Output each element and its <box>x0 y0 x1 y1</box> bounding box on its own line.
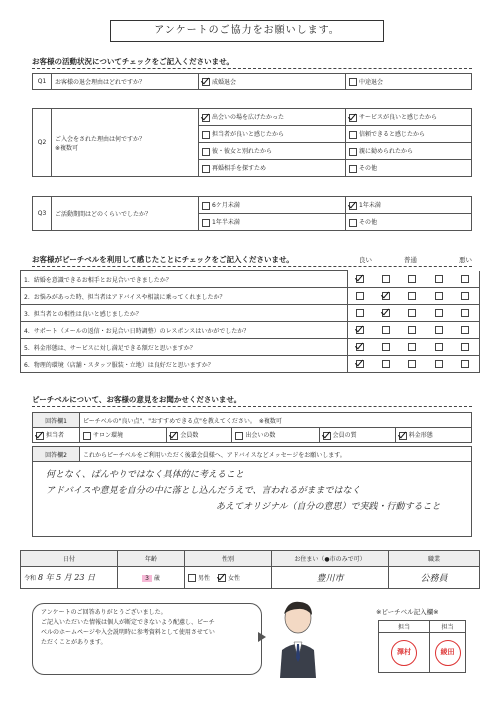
staff-illustration <box>268 598 328 678</box>
rating-option-1[interactable] <box>348 322 375 339</box>
gender-female-label: 女性 <box>227 574 240 582</box>
answer-field-1 <box>32 412 472 443</box>
rating-option-5[interactable] <box>453 305 480 322</box>
checkbox[interactable] <box>349 131 357 139</box>
rating-checkbox[interactable] <box>408 326 416 334</box>
rating-question: 5. 料金形態は、サービスに対し満足できる額だと思いますか？ <box>21 339 348 356</box>
rating-row <box>21 271 480 288</box>
rating-option-1[interactable] <box>348 339 375 356</box>
rating-option-3[interactable] <box>400 288 426 305</box>
date-field[interactable] <box>21 567 118 589</box>
rating-option-5[interactable] <box>453 288 480 305</box>
checkbox[interactable] <box>36 432 44 440</box>
rating-option-4[interactable] <box>427 288 453 305</box>
section2-heading: お客様がピーチベルを利用して感じたことにチェックをご記入くださいませ。 <box>32 255 294 264</box>
rating-checkbox[interactable] <box>461 326 469 334</box>
rating-question: 1. 結婚を意識できるお相手とお見合いできましたか？ <box>21 271 348 288</box>
answer-field-2-label: 回答欄2 <box>33 447 80 462</box>
q3-question: ご活動期間はどのくらいでしたか？ <box>52 197 199 231</box>
rating-checkbox[interactable] <box>435 326 443 334</box>
checkbox[interactable] <box>235 432 243 440</box>
rating-option-3[interactable] <box>400 339 426 356</box>
hanko-stamp-2: 綾田 <box>435 640 461 666</box>
q1-question: お客様の退会理由はどれですか？ <box>52 74 199 90</box>
section1-heading: お客様の活動状況についてチェックをご記入くださいませ。 <box>32 57 234 66</box>
rating-option-3[interactable] <box>400 356 426 373</box>
rating-option-2[interactable] <box>374 339 400 356</box>
thanks-message: アンケートのご回答ありがとうございました。 ご記入いただいた情報は個人が断定できないよう配慮し、ピーチ ベルのホームページや入会説明時に参考資料として使用させてい ただくことがあります。 <box>41 609 215 646</box>
address-value: 豊川市 <box>316 574 344 584</box>
handwriting-line-3: あえてオリジナル（自分の意思）で実践・行動すること <box>216 502 441 512</box>
rating-option-4[interactable] <box>427 339 453 356</box>
merit-option-2[interactable]: サロン環境 <box>80 428 167 443</box>
rating-option-5[interactable] <box>453 271 480 288</box>
date-value: 8 年 5 月 23 日 <box>37 573 96 582</box>
rating-option-1[interactable] <box>348 288 375 305</box>
q1-table <box>32 73 472 90</box>
checkbox[interactable] <box>202 148 210 156</box>
job-header: 職業 <box>389 551 480 567</box>
section3-divider <box>32 406 472 407</box>
rating-checkbox[interactable] <box>435 360 443 368</box>
rating-checkbox[interactable] <box>382 275 390 283</box>
scale-bad-label: 悪い <box>459 256 472 264</box>
checkbox[interactable] <box>202 114 210 122</box>
q2-option-2[interactable]: サービスが良いと感じたから <box>346 109 472 126</box>
q2-number: Q2 <box>33 109 52 177</box>
merit-option-5[interactable]: 会員の質 <box>319 428 395 443</box>
rating-checkbox[interactable] <box>356 275 364 283</box>
checkbox[interactable] <box>202 219 210 227</box>
rating-option-2[interactable] <box>374 356 400 373</box>
section3-heading: ピーチベルについて、お客様の意見をお聞かせくださいませ。 <box>32 395 242 404</box>
rating-checkbox[interactable] <box>461 292 469 300</box>
job-field[interactable] <box>389 567 480 589</box>
age-unit: 歳 <box>153 575 160 582</box>
merit-option-6[interactable]: 料金形態 <box>395 428 471 443</box>
rating-checkbox[interactable] <box>356 360 364 368</box>
rating-option-5[interactable] <box>453 339 480 356</box>
rating-checkbox[interactable] <box>435 275 443 283</box>
rating-checkbox[interactable] <box>435 292 443 300</box>
rating-question: 6. 物理的環境（店舗・スタッフ服装・立地）は良好だと思いますか？ <box>21 356 348 373</box>
rating-option-3[interactable] <box>400 305 426 322</box>
q3-option-4[interactable]: その他 <box>346 214 472 231</box>
job-value: 公務員 <box>420 574 448 584</box>
handwriting-line-2: アドバイスや意見を自分の中に落とし込んだうえで、言われるがままではなく <box>46 486 361 496</box>
rating-option-2[interactable] <box>374 322 400 339</box>
checkbox[interactable] <box>218 574 226 582</box>
hanko-stamp-1: 澤村 <box>391 640 417 666</box>
answer-field-1-prompt: ピーチベルの"良い点"、"おすすめできる点"を教えてください。 ※複数可 <box>80 413 472 428</box>
rating-option-4[interactable] <box>427 356 453 373</box>
checkbox[interactable] <box>202 78 210 86</box>
checkbox[interactable] <box>349 114 357 122</box>
checkbox[interactable] <box>170 432 178 440</box>
checkbox[interactable] <box>349 148 357 156</box>
q2-question-text: ご入会をされた理由は何ですか？ <box>55 135 146 143</box>
rating-row <box>21 339 480 356</box>
merit-option-4[interactable]: 出会いの数 <box>232 428 319 443</box>
q1-option-2[interactable]: 中途退会 <box>346 74 472 90</box>
q3-number: Q3 <box>33 197 52 231</box>
rating-checkbox[interactable] <box>356 292 364 300</box>
rating-option-3[interactable] <box>400 322 426 339</box>
q2-option-7[interactable]: 再婚相手を探すため <box>199 160 346 177</box>
rating-option-4[interactable] <box>427 305 453 322</box>
checkbox[interactable] <box>323 432 331 440</box>
staff-section-heading: ※ピーチベル記入欄※ <box>376 608 439 616</box>
staff-col-2-header: 担当 <box>430 621 466 633</box>
age-value: 3 <box>142 575 152 582</box>
stamp-cell-1 <box>379 633 430 673</box>
rating-option-2[interactable] <box>374 305 400 322</box>
address-field[interactable] <box>272 567 389 589</box>
rating-checkbox[interactable] <box>356 326 364 334</box>
rating-option-3[interactable] <box>400 271 426 288</box>
rating-checkbox[interactable] <box>382 309 390 317</box>
scale-normal-label: 普通 <box>404 256 417 264</box>
rating-checkbox[interactable] <box>461 275 469 283</box>
rating-checkbox[interactable] <box>356 343 364 351</box>
rating-checkbox[interactable] <box>408 309 416 317</box>
rating-checkbox[interactable] <box>382 360 390 368</box>
message-textarea[interactable] <box>33 462 472 537</box>
q2-option-6[interactable]: 親に勧められたから <box>346 143 472 160</box>
q2-table <box>32 108 472 177</box>
q2-note: ※複数可 <box>55 144 79 152</box>
merit-option-1[interactable]: 担当者 <box>33 428 80 443</box>
profile-table <box>20 550 480 589</box>
q1-option-1[interactable]: 成婚退会 <box>199 74 346 90</box>
rating-checkbox[interactable] <box>356 309 364 317</box>
rating-checkbox[interactable] <box>408 360 416 368</box>
rating-option-2[interactable] <box>374 288 400 305</box>
rating-option-5[interactable] <box>453 356 480 373</box>
survey-title: アンケートのご協力をお願いします。 <box>110 20 384 42</box>
rating-checkbox[interactable] <box>408 343 416 351</box>
checkbox[interactable] <box>399 432 407 440</box>
q1-number: Q1 <box>33 74 52 90</box>
rating-checkbox[interactable] <box>461 309 469 317</box>
rating-option-4[interactable] <box>427 322 453 339</box>
age-field[interactable] <box>118 567 185 589</box>
checkbox[interactable] <box>202 202 210 210</box>
checkbox[interactable] <box>349 202 357 210</box>
rating-checkbox[interactable] <box>435 343 443 351</box>
rating-option-1[interactable] <box>348 271 375 288</box>
answer-field-2 <box>32 446 472 537</box>
merit-option-3[interactable]: 会員数 <box>167 428 232 443</box>
handwriting-line-1: 何となく、ばんやりではなく具体的に考えること <box>46 470 244 480</box>
rating-option-2[interactable] <box>374 271 400 288</box>
rating-option-1[interactable] <box>348 305 375 322</box>
date-header: 日付 <box>21 551 118 567</box>
era-label: 令和 <box>24 575 37 582</box>
thanks-speech-bubble <box>32 603 262 675</box>
gender-field[interactable] <box>185 567 272 589</box>
q3-table <box>32 196 472 231</box>
rating-row <box>21 322 480 339</box>
rating-question: 2. お悩みがあった時、担当者はアドバイスや相談に乗ってくれましたか？ <box>21 288 348 305</box>
checkbox[interactable] <box>349 78 357 86</box>
staff-col-1-header: 担当 <box>379 621 430 633</box>
scale-good-label: 良い <box>359 256 372 264</box>
q2-option-3[interactable]: 担当者が良いと感じたから <box>199 126 346 143</box>
q3-option-1[interactable]: 6ケ月未満 <box>199 197 346 214</box>
rating-option-1[interactable] <box>348 356 375 373</box>
q2-question <box>52 109 199 177</box>
answer-field-2-prompt: これからピーチベルをご利用いただく後輩会員様へ、アドバイスなどメッセージをお願いします。 <box>80 447 472 462</box>
gender-male-label: 男性 <box>198 574 211 582</box>
rating-row <box>21 288 480 305</box>
checkbox[interactable] <box>83 432 91 440</box>
rating-row <box>21 356 480 373</box>
checkbox[interactable] <box>349 165 357 173</box>
rating-question: 3. 担当者との相性は良いと感じましたか？ <box>21 305 348 322</box>
address-header: お住まい（●市のみで可） <box>272 551 389 567</box>
speech-bubble-tail <box>258 632 266 642</box>
q2-option-4[interactable]: 信頼できると感じたから <box>346 126 472 143</box>
section2-divider <box>32 266 472 267</box>
q2-option-1[interactable]: 出会いの場を広げたかった <box>199 109 346 126</box>
rating-checkbox[interactable] <box>382 326 390 334</box>
checkbox[interactable] <box>202 131 210 139</box>
gender-header: 性別 <box>185 551 272 567</box>
stamp-cell-2 <box>430 633 466 673</box>
staff-stamp-table <box>378 620 466 673</box>
rating-checkbox[interactable] <box>461 343 469 351</box>
rating-row <box>21 305 480 322</box>
q2-option-8[interactable]: その他 <box>346 160 472 177</box>
answer-field-1-label: 回答欄1 <box>33 413 80 428</box>
q2-option-5[interactable]: 彼・彼女と別れたから <box>199 143 346 160</box>
rating-checkbox[interactable] <box>382 292 390 300</box>
rating-checkbox[interactable] <box>435 309 443 317</box>
rating-checkbox[interactable] <box>461 360 469 368</box>
rating-option-5[interactable] <box>453 322 480 339</box>
section1-divider <box>32 68 472 69</box>
rating-table <box>20 270 480 373</box>
rating-checkbox[interactable] <box>408 275 416 283</box>
checkbox[interactable] <box>202 165 210 173</box>
rating-checkbox[interactable] <box>382 343 390 351</box>
checkbox[interactable] <box>349 219 357 227</box>
q3-option-2[interactable]: 1年未満 <box>346 197 472 214</box>
rating-checkbox[interactable] <box>408 292 416 300</box>
age-header: 年齢 <box>118 551 185 567</box>
q3-option-3[interactable]: 1年半未満 <box>199 214 346 231</box>
checkbox[interactable] <box>188 574 196 582</box>
rating-option-4[interactable] <box>427 271 453 288</box>
rating-question: 4. サポート（メールの返信・お見合い日時調整）のレスポンスはいかがでしたか？ <box>21 322 348 339</box>
